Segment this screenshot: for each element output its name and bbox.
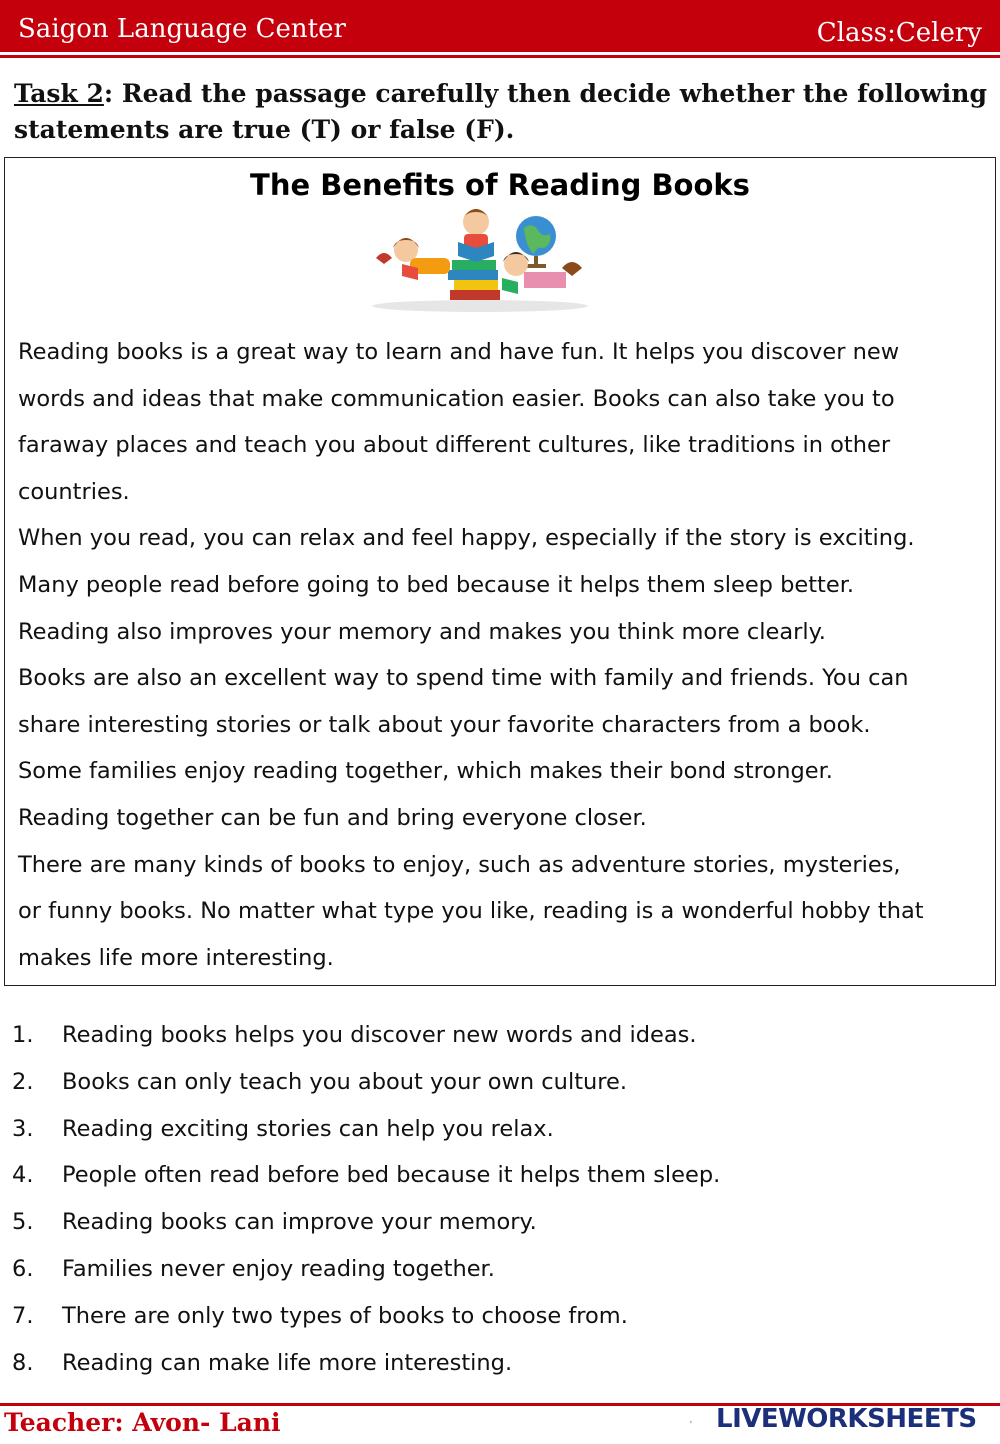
statement-number: 5. xyxy=(12,1209,34,1236)
passage-line: countries. xyxy=(18,478,130,505)
statement-item xyxy=(12,1199,992,1246)
passage-line: Reading also improves your memory and makes you think more clearly. xyxy=(18,618,826,645)
header-divider xyxy=(0,55,1000,58)
passage-line: share interesting stories or talk about your favorite characters from a book. xyxy=(18,711,871,738)
liveworksheets-brand: LIVEWORKSHEETS xyxy=(716,1404,977,1434)
task-instruction xyxy=(14,76,989,148)
statement-text: There are only two types of books to choose from. xyxy=(62,1302,628,1329)
header-bar xyxy=(0,0,1000,52)
statement-text: Reading books helps you discover new words and ideas. xyxy=(62,1022,697,1048)
statement-item xyxy=(12,1340,992,1387)
task-text: : Read the passage carefully then decide whether the following statements are true (T) or false (F). xyxy=(14,79,987,144)
statement-number: 8. xyxy=(12,1349,34,1376)
statement-number: 6. xyxy=(12,1255,34,1282)
statement-number: 7. xyxy=(12,1302,34,1329)
statement-item xyxy=(12,1246,992,1293)
statement-text: People often read before bed because it helps them sleep. xyxy=(62,1162,721,1189)
passage-line: or funny books. No matter what type you like, reading is a wonderful hobby that xyxy=(18,898,924,925)
task-label: Task 2 xyxy=(14,79,104,108)
passage-line: Reading together can be fun and bring everyone closer. xyxy=(18,804,647,831)
passage-text xyxy=(18,329,993,981)
statement-item xyxy=(12,1106,992,1153)
teacher-name: Teacher: Avon- Lani xyxy=(4,1408,281,1437)
passage-line: makes life more interesting. xyxy=(18,944,334,971)
passage-line: There are many kinds of books to enjoy, such as adventure stories, mysteries, xyxy=(18,851,901,878)
statement-number: 3. xyxy=(12,1115,34,1142)
class-name: Class:Celery xyxy=(816,18,982,48)
statement-item xyxy=(12,1012,992,1059)
statement-item xyxy=(12,1059,992,1106)
statement-text: Books can only teach you about your own culture. xyxy=(62,1068,628,1095)
passage-line: Many people read before going to bed because it helps them sleep better. xyxy=(18,571,855,598)
statement-text: Families never enjoy reading together. xyxy=(62,1255,495,1282)
statement-number: 4. xyxy=(12,1162,34,1189)
passage-line: Reading books is a great way to learn and have fun. It helps you discover new xyxy=(18,339,900,365)
children-reading-books-icon xyxy=(366,198,594,314)
passage-title: The Benefits of Reading Books xyxy=(250,168,750,202)
passage-line: words and ideas that make communication easier. Books can also take you to xyxy=(18,385,895,412)
statement-number: 1. xyxy=(12,1022,34,1048)
passage-line: faraway places and teach you about different cultures, like traditions in other xyxy=(18,432,891,459)
statement-text: Reading books can improve your memory. xyxy=(62,1209,537,1236)
statement-item xyxy=(12,1152,992,1199)
statement-item xyxy=(12,1293,992,1340)
statement-number: 2. xyxy=(12,1068,34,1095)
statement-text: Reading exciting stories can help you relax. xyxy=(62,1115,554,1142)
passage-line: Some families enjoy reading together, which makes their bond stronger. xyxy=(18,758,833,785)
passage-line: When you read, you can relax and feel happy, especially if the story is exciting. xyxy=(18,525,915,552)
school-name: Saigon Language Center xyxy=(18,14,346,44)
liveworksheets-logo-icon xyxy=(690,1406,714,1438)
statement-list xyxy=(12,1012,992,1386)
statement-text: Reading can make life more interesting. xyxy=(62,1349,513,1376)
passage-line: Books are also an excellent way to spend time with family and friends. You can xyxy=(18,665,909,692)
